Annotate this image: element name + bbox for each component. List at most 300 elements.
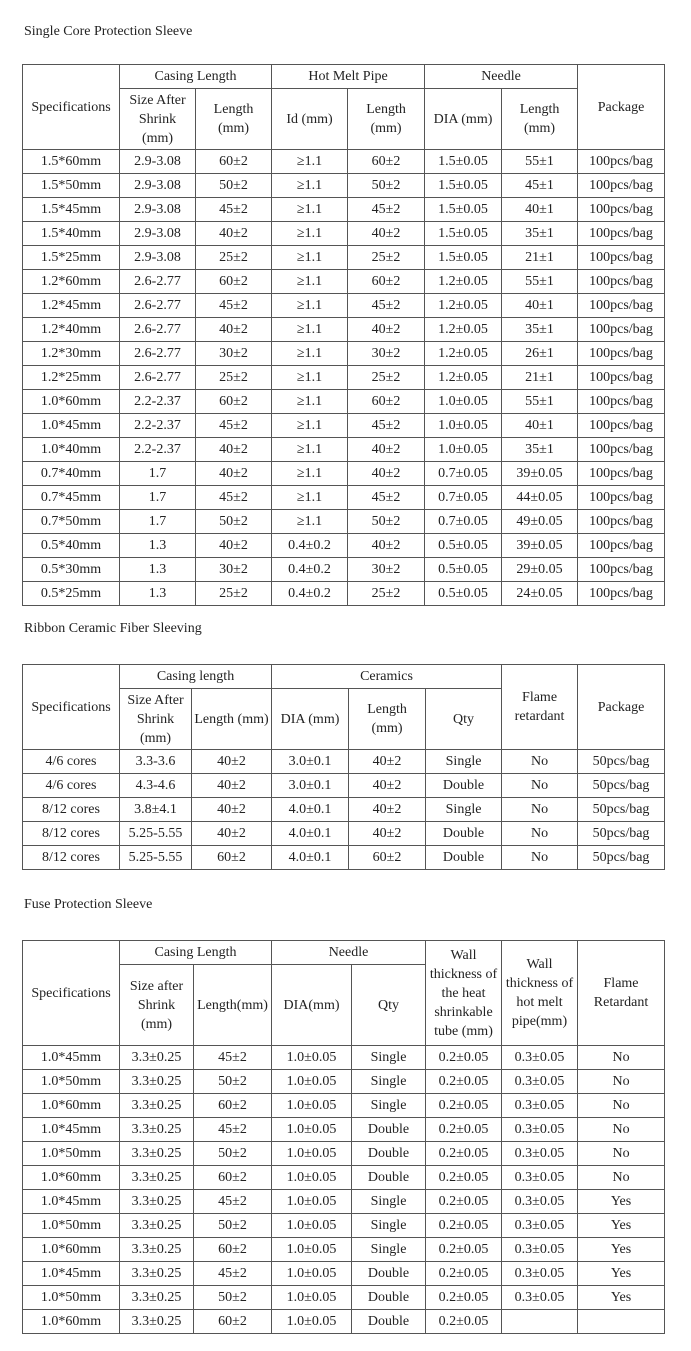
table-cell: 0.3±0.05 — [502, 1118, 578, 1142]
table-cell: 100pcs/bag — [578, 222, 665, 246]
header-dia: DIA (mm) — [272, 689, 349, 750]
table-cell: Double — [352, 1262, 426, 1286]
table-cell: 0.5*40mm — [23, 534, 120, 558]
table-cell: 3.3±0.25 — [120, 1142, 194, 1166]
table-cell: ≥1.1 — [272, 486, 348, 510]
table-cell: 0.3±0.05 — [502, 1286, 578, 1310]
table-cell: Double — [352, 1166, 426, 1190]
table-cell: 0.2±0.05 — [426, 1094, 502, 1118]
table-cell: No — [578, 1166, 665, 1190]
table-row — [23, 1214, 665, 1238]
table-cell: 1.0±0.05 — [272, 1070, 352, 1094]
table-cell: 1.2±0.05 — [425, 366, 502, 390]
table-row — [23, 774, 665, 798]
table-cell: 2.9-3.08 — [120, 174, 196, 198]
header-ceramics: Ceramics — [272, 665, 502, 689]
table-cell: 4/6 cores — [23, 750, 120, 774]
table-cell: 1.0*60mm — [23, 1310, 120, 1334]
table-row — [23, 222, 665, 246]
table-cell: 60±2 — [349, 846, 426, 870]
table-cell: 1.0±0.05 — [272, 1286, 352, 1310]
header-qty: Qty — [426, 689, 502, 750]
ribbon-table — [22, 664, 665, 870]
table-cell: Single — [352, 1094, 426, 1118]
table-cell: 1.5±0.05 — [425, 198, 502, 222]
table-cell: ≥1.1 — [272, 414, 348, 438]
table-cell: 1.5*25mm — [23, 246, 120, 270]
header-size-after-shrink: Size After Shrink (mm) — [120, 89, 196, 150]
table-cell: 50±2 — [194, 1286, 272, 1310]
table-row — [23, 846, 665, 870]
header-casing-length: Casing Length — [120, 65, 272, 89]
table-cell: 0.3±0.05 — [502, 1190, 578, 1214]
table-row — [23, 558, 665, 582]
table-cell: No — [578, 1118, 665, 1142]
table-cell: 60±2 — [194, 1310, 272, 1334]
table-cell: 40±2 — [349, 750, 426, 774]
table-cell: 0.5*30mm — [23, 558, 120, 582]
table-cell: 1.0±0.05 — [425, 438, 502, 462]
table-cell: 1.0±0.05 — [272, 1142, 352, 1166]
table-cell: 100pcs/bag — [578, 462, 665, 486]
table-cell: 0.7*45mm — [23, 486, 120, 510]
header-dia: DIA(mm) — [272, 965, 352, 1046]
table-cell: 0.3±0.05 — [502, 1262, 578, 1286]
table-cell: 2.9-3.08 — [120, 198, 196, 222]
table-row — [23, 198, 665, 222]
table-row — [23, 150, 665, 174]
table-row — [23, 1286, 665, 1310]
header-package: Package — [578, 65, 665, 150]
table-row — [23, 246, 665, 270]
table-row — [23, 1190, 665, 1214]
table-cell: 1.0±0.05 — [425, 390, 502, 414]
table-row — [23, 318, 665, 342]
table-cell: 2.9-3.08 — [120, 222, 196, 246]
table-cell: 25±2 — [348, 582, 425, 606]
table-cell: 5.25-5.55 — [120, 822, 192, 846]
header-specifications: Specifications — [23, 65, 120, 150]
table-row — [23, 390, 665, 414]
table-cell: 45±2 — [196, 294, 272, 318]
table-cell: 1.0*60mm — [23, 390, 120, 414]
header-needle: Needle — [425, 65, 578, 89]
table-cell: 1.5*40mm — [23, 222, 120, 246]
table-cell: 60±2 — [348, 390, 425, 414]
table-row — [23, 294, 665, 318]
table-cell: 60±2 — [194, 1166, 272, 1190]
table-cell: 1.0±0.05 — [425, 414, 502, 438]
header-length: Length(mm) — [194, 965, 272, 1046]
table-cell: 24±0.05 — [502, 582, 578, 606]
table-cell: ≥1.1 — [272, 246, 348, 270]
table-row — [23, 1046, 665, 1070]
table-cell: 0.2±0.05 — [426, 1046, 502, 1070]
table-cell: 1.0±0.05 — [272, 1046, 352, 1070]
table-cell: 0.2±0.05 — [426, 1262, 502, 1286]
table-cell — [578, 1310, 665, 1334]
table-cell: 2.6-2.77 — [120, 294, 196, 318]
table-cell: 1.0*60mm — [23, 1094, 120, 1118]
table-cell: 45±2 — [348, 198, 425, 222]
fuse-title: Fuse Protection Sleeve — [24, 897, 153, 912]
table-cell: 45±2 — [194, 1118, 272, 1142]
table-cell: 1.2±0.05 — [425, 294, 502, 318]
table-cell: 40±1 — [502, 198, 578, 222]
table-cell: No — [502, 774, 578, 798]
table-row — [23, 1094, 665, 1118]
table-row — [23, 1142, 665, 1166]
table-cell: 1.0*50mm — [23, 1070, 120, 1094]
header-needle-length: Length (mm) — [502, 89, 578, 150]
table-cell: 100pcs/bag — [578, 390, 665, 414]
single-core-table — [22, 64, 665, 606]
table-cell: 0.2±0.05 — [426, 1190, 502, 1214]
table-cell: Yes — [578, 1214, 665, 1238]
table-row — [23, 798, 665, 822]
table-cell: 40±2 — [349, 822, 426, 846]
table-cell: 45±2 — [348, 486, 425, 510]
table-cell: 1.0*60mm — [23, 1166, 120, 1190]
table-cell: ≥1.1 — [272, 510, 348, 534]
table-cell: 5.25-5.55 — [120, 846, 192, 870]
table-row — [23, 510, 665, 534]
table-cell: 8/12 cores — [23, 846, 120, 870]
table-cell: ≥1.1 — [272, 462, 348, 486]
table-row — [23, 1310, 665, 1334]
table-cell: 0.7±0.05 — [425, 462, 502, 486]
table-cell: 3.3±0.25 — [120, 1238, 194, 1262]
table-cell: 45±2 — [348, 414, 425, 438]
table-cell: 44±0.05 — [502, 486, 578, 510]
table-cell: 45±2 — [194, 1190, 272, 1214]
table-cell: 1.0*45mm — [23, 1118, 120, 1142]
table-cell: 1.5±0.05 — [425, 150, 502, 174]
table-cell: 4.0±0.1 — [272, 822, 349, 846]
table-cell: Double — [352, 1118, 426, 1142]
table-cell: 40±2 — [349, 798, 426, 822]
table-cell: 30±2 — [348, 558, 425, 582]
header-flame-retardant: Flame Retardant — [578, 941, 665, 1046]
table-cell: 0.5±0.05 — [425, 558, 502, 582]
table-cell: 1.7 — [120, 486, 196, 510]
table-cell: 100pcs/bag — [578, 174, 665, 198]
table-cell: 1.3 — [120, 534, 196, 558]
table-row — [23, 822, 665, 846]
table-cell: 21±1 — [502, 366, 578, 390]
table-cell: 0.3±0.05 — [502, 1142, 578, 1166]
table-cell: ≥1.1 — [272, 390, 348, 414]
table-cell: 1.0*40mm — [23, 438, 120, 462]
table-cell: 30±2 — [196, 558, 272, 582]
table-cell: 25±2 — [196, 366, 272, 390]
table-cell: 0.5±0.05 — [425, 534, 502, 558]
header-id: Id (mm) — [272, 89, 348, 150]
table-cell: 49±0.05 — [502, 510, 578, 534]
header-dia: DIA (mm) — [425, 89, 502, 150]
table-cell: 60±2 — [192, 846, 272, 870]
table-cell: 100pcs/bag — [578, 294, 665, 318]
table-cell: 40±2 — [196, 462, 272, 486]
table-cell: Double — [426, 846, 502, 870]
table-cell: 1.0±0.05 — [272, 1118, 352, 1142]
table-cell: 4.0±0.1 — [272, 798, 349, 822]
table-cell: 1.0±0.05 — [272, 1166, 352, 1190]
table-cell: 25±2 — [196, 582, 272, 606]
table-cell: 1.2*30mm — [23, 342, 120, 366]
table-cell: 8/12 cores — [23, 798, 120, 822]
table-cell: 50±2 — [194, 1142, 272, 1166]
table-cell: 0.5*25mm — [23, 582, 120, 606]
table-cell: 100pcs/bag — [578, 198, 665, 222]
table-cell: 0.2±0.05 — [426, 1214, 502, 1238]
table-cell: Single — [352, 1190, 426, 1214]
table-cell: Double — [352, 1310, 426, 1334]
table-row — [23, 486, 665, 510]
table-cell: 100pcs/bag — [578, 246, 665, 270]
table-cell: 0.2±0.05 — [426, 1166, 502, 1190]
table-cell: 40±2 — [349, 774, 426, 798]
table-cell: Double — [426, 774, 502, 798]
table-cell: ≥1.1 — [272, 222, 348, 246]
header-specifications: Specifications — [23, 941, 120, 1046]
table-cell: 45±2 — [196, 486, 272, 510]
header-length: Length (mm) — [196, 89, 272, 150]
table-cell: 4.3-4.6 — [120, 774, 192, 798]
table-cell: 50±2 — [196, 174, 272, 198]
table-cell: 100pcs/bag — [578, 486, 665, 510]
table-cell: 30±2 — [348, 342, 425, 366]
table-cell: 8/12 cores — [23, 822, 120, 846]
table-cell: 3.3±0.25 — [120, 1262, 194, 1286]
table-row — [23, 462, 665, 486]
table-cell: 100pcs/bag — [578, 150, 665, 174]
table-cell: 45±2 — [348, 294, 425, 318]
table-row — [23, 534, 665, 558]
table-cell: 50±2 — [194, 1214, 272, 1238]
table-cell: Yes — [578, 1286, 665, 1310]
header-ceramic-length: Length (mm) — [349, 689, 426, 750]
table-cell: 1.2*60mm — [23, 270, 120, 294]
table-cell: 1.5*45mm — [23, 198, 120, 222]
ribbon-title: Ribbon Ceramic Fiber Sleeving — [24, 621, 202, 636]
table-cell: 1.2*45mm — [23, 294, 120, 318]
table-cell: 40±2 — [192, 774, 272, 798]
table-cell: Single — [352, 1238, 426, 1262]
table-cell: 60±2 — [194, 1238, 272, 1262]
table-cell: 25±2 — [348, 366, 425, 390]
table-cell: 4.0±0.1 — [272, 846, 349, 870]
table-row — [23, 582, 665, 606]
table-cell: 1.0*45mm — [23, 414, 120, 438]
table-cell: No — [502, 822, 578, 846]
table-cell: 100pcs/bag — [578, 534, 665, 558]
table-cell: 0.3±0.05 — [502, 1238, 578, 1262]
table-cell: 40±2 — [192, 822, 272, 846]
table-cell: 1.0*50mm — [23, 1142, 120, 1166]
table-cell: 1.5*60mm — [23, 150, 120, 174]
table-row — [23, 1166, 665, 1190]
table-row — [23, 270, 665, 294]
table-cell: 25±2 — [348, 246, 425, 270]
table-cell: 2.6-2.77 — [120, 318, 196, 342]
table-row — [23, 1070, 665, 1094]
table-cell: 2.6-2.77 — [120, 342, 196, 366]
header-length: Length (mm) — [192, 689, 272, 750]
header-casing-length: Casing Length — [120, 941, 272, 965]
table-cell: 1.0*50mm — [23, 1286, 120, 1310]
table-cell: ≥1.1 — [272, 318, 348, 342]
table-cell: 3.3-3.6 — [120, 750, 192, 774]
table-cell: 1.5±0.05 — [425, 222, 502, 246]
table-cell: 40±2 — [196, 318, 272, 342]
table-row — [23, 1262, 665, 1286]
table-cell: Yes — [578, 1238, 665, 1262]
table-cell: ≥1.1 — [272, 294, 348, 318]
table-cell: 100pcs/bag — [578, 342, 665, 366]
table-cell: 40±2 — [196, 438, 272, 462]
header-specifications: Specifications — [23, 665, 120, 750]
table-cell: Double — [352, 1286, 426, 1310]
table-cell: Yes — [578, 1262, 665, 1286]
table-cell: 50pcs/bag — [578, 774, 665, 798]
table-cell: 3.3±0.25 — [120, 1118, 194, 1142]
table-cell: 40±1 — [502, 414, 578, 438]
header-size-after-shrink: Size After Shrink (mm) — [120, 689, 192, 750]
table-cell: 40±2 — [196, 534, 272, 558]
table-cell: 0.7*50mm — [23, 510, 120, 534]
table-cell: 1.0±0.05 — [272, 1094, 352, 1118]
table-cell: 50pcs/bag — [578, 846, 665, 870]
table-cell: 1.0±0.05 — [272, 1262, 352, 1286]
table-cell: No — [578, 1070, 665, 1094]
table-cell: 40±1 — [502, 294, 578, 318]
table-cell: 3.3±0.25 — [120, 1310, 194, 1334]
table-cell: Double — [352, 1142, 426, 1166]
table-cell: 3.3±0.25 — [120, 1070, 194, 1094]
table-cell: 45±2 — [194, 1262, 272, 1286]
table-cell: 3.0±0.1 — [272, 750, 349, 774]
table-cell: 40±2 — [348, 438, 425, 462]
table-cell: 2.2-2.37 — [120, 390, 196, 414]
table-cell: 40±2 — [348, 462, 425, 486]
table-cell: 1.0±0.05 — [272, 1214, 352, 1238]
table-cell: 0.3±0.05 — [502, 1046, 578, 1070]
header-pipe-length: Length (mm) — [348, 89, 425, 150]
table-cell: 30±2 — [196, 342, 272, 366]
table-cell: 45±2 — [196, 414, 272, 438]
table-cell: 0.2±0.05 — [426, 1238, 502, 1262]
table-cell: ≥1.1 — [272, 198, 348, 222]
table-cell: 1.0*60mm — [23, 1238, 120, 1262]
table-cell: No — [502, 750, 578, 774]
table-cell: 50±2 — [348, 510, 425, 534]
table-cell: 3.3±0.25 — [120, 1286, 194, 1310]
table-cell: 1.7 — [120, 510, 196, 534]
table-cell: 1.7 — [120, 462, 196, 486]
table-cell: Single — [426, 750, 502, 774]
table-cell: 0.7±0.05 — [425, 486, 502, 510]
table-cell: 0.3±0.05 — [502, 1166, 578, 1190]
table-cell: 60±2 — [348, 270, 425, 294]
table-cell: 50pcs/bag — [578, 750, 665, 774]
table-cell: 40±2 — [348, 534, 425, 558]
table-row — [23, 414, 665, 438]
table-cell: 3.3±0.25 — [120, 1190, 194, 1214]
header-casing-length: Casing length — [120, 665, 272, 689]
table-cell: 0.4±0.2 — [272, 582, 348, 606]
table-cell: 100pcs/bag — [578, 558, 665, 582]
table-cell: 1.0±0.05 — [272, 1310, 352, 1334]
table-cell: Yes — [578, 1190, 665, 1214]
table-cell: No — [578, 1094, 665, 1118]
table-cell: 1.5±0.05 — [425, 174, 502, 198]
table-cell: 2.6-2.77 — [120, 270, 196, 294]
table-cell: No — [502, 798, 578, 822]
table-cell: 3.3±0.25 — [120, 1094, 194, 1118]
table-cell: 60±2 — [196, 150, 272, 174]
table-cell: 50±2 — [348, 174, 425, 198]
table-cell: Single — [352, 1046, 426, 1070]
table-cell: 2.9-3.08 — [120, 150, 196, 174]
table-cell: 39±0.05 — [502, 534, 578, 558]
table-cell: 50±2 — [194, 1070, 272, 1094]
table-cell: 1.2±0.05 — [425, 342, 502, 366]
table-cell: 26±1 — [502, 342, 578, 366]
table-cell: Single — [426, 798, 502, 822]
table-cell: 1.2*25mm — [23, 366, 120, 390]
table-cell: 39±0.05 — [502, 462, 578, 486]
table-cell: ≥1.1 — [272, 150, 348, 174]
table-cell: 100pcs/bag — [578, 366, 665, 390]
table-cell: 45±1 — [502, 174, 578, 198]
table-cell: 1.2±0.05 — [425, 318, 502, 342]
table-cell: 1.0±0.05 — [272, 1238, 352, 1262]
table-cell: Double — [426, 822, 502, 846]
table-cell: ≥1.1 — [272, 342, 348, 366]
table-cell: 1.0*45mm — [23, 1046, 120, 1070]
table-cell: 0.3±0.05 — [502, 1070, 578, 1094]
table-cell: 40±2 — [192, 750, 272, 774]
header-qty: Qty — [352, 965, 426, 1046]
table-cell: 2.2-2.37 — [120, 438, 196, 462]
table-cell: 60±2 — [194, 1094, 272, 1118]
table-cell: 1.5±0.05 — [425, 246, 502, 270]
table-cell: 0.4±0.2 — [272, 534, 348, 558]
table-cell: ≥1.1 — [272, 174, 348, 198]
table-cell: ≥1.1 — [272, 366, 348, 390]
table-cell: 0.7*40mm — [23, 462, 120, 486]
header-package: Package — [578, 665, 665, 750]
table-cell: Single — [352, 1214, 426, 1238]
table-cell: 100pcs/bag — [578, 582, 665, 606]
table-cell: 29±0.05 — [502, 558, 578, 582]
table-row — [23, 366, 665, 390]
table-cell: Single — [352, 1070, 426, 1094]
table-cell: 3.3±0.25 — [120, 1214, 194, 1238]
header-hot-melt-pipe: Hot Melt Pipe — [272, 65, 425, 89]
table-cell: 40±2 — [348, 318, 425, 342]
table-cell: 50pcs/bag — [578, 798, 665, 822]
table-cell: 0.2±0.05 — [426, 1286, 502, 1310]
table-cell: 40±2 — [192, 798, 272, 822]
table-cell: 3.0±0.1 — [272, 774, 349, 798]
table-cell: 3.8±4.1 — [120, 798, 192, 822]
table-cell: 50pcs/bag — [578, 822, 665, 846]
table-cell: 60±2 — [196, 270, 272, 294]
table-cell: 55±1 — [502, 150, 578, 174]
table-cell: 1.0±0.05 — [272, 1190, 352, 1214]
